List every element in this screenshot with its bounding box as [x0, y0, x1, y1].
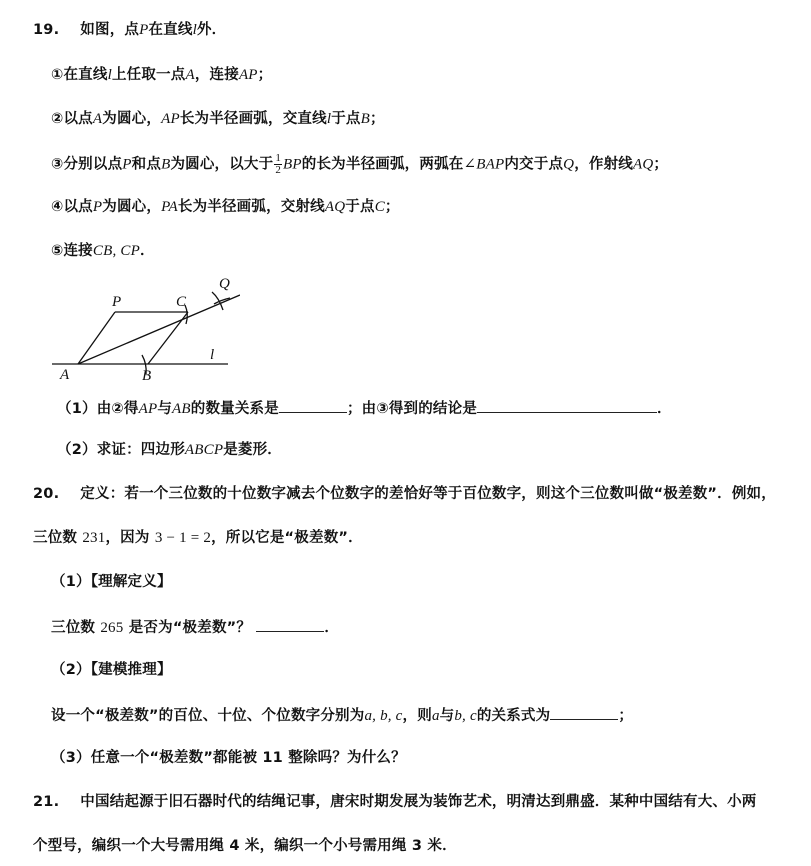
answer-blank-4[interactable]: [550, 704, 618, 720]
q21-number: 21.: [33, 794, 60, 810]
q20-line-1: 20. 定义：若一个三位数的十位数字减去个位数字的差恰好等于百位数字，则这个三位数叫做“极差数”．例如，: [33, 486, 776, 502]
label-A: A: [60, 367, 70, 383]
q21-line-2: 个型号，编织一个大号需用绳 4 米，编织一个小号需用绳 3 米．: [33, 838, 457, 854]
q19-sub-1: （1）由②得AP与AB的数量关系是 ；由③得到的结论是 ．: [57, 397, 672, 419]
q20-line-2: 三位数 231，因为 3 − 1 = 2，所以它是“极差数”．: [33, 530, 363, 546]
q20-part-1-title: （1）【理解定义】: [51, 574, 172, 590]
segment-BC: [148, 312, 188, 364]
q20-part-1-question: 三位数 265 是否为“极差数”？ ．: [51, 616, 339, 638]
label-Q: Q: [219, 276, 230, 292]
answer-blank-2[interactable]: [477, 397, 657, 413]
q19-step-4: ④以点P为圆心，PA长为半径画弧，交射线AQ于点C；: [51, 199, 400, 215]
fraction-one-half: $\frac{1}{2}$: [275, 152, 282, 176]
q19-sub-2: （2）求证：四边形ABCP是菱形．: [57, 442, 282, 458]
q20-number: 20.: [33, 486, 60, 502]
q19-step-5: ⑤连接CB, CP．: [51, 243, 155, 259]
q20-part-2-question: 设一个“极差数”的百位、十位、个位数字分别为a, b, c，则a与b, c的关系式为 ；: [51, 704, 633, 726]
q19-step-2: ②以点A为圆心，AP长为半径画弧，交直线l于点B；: [51, 111, 385, 127]
label-B: B: [142, 368, 152, 384]
label-P: P: [112, 294, 122, 310]
q20-part-3: （3）任意一个“极差数”都能被 11 整除吗？为什么？: [51, 750, 406, 766]
answer-blank-3[interactable]: [256, 616, 324, 632]
q21-line-1: 21. 中国结起源于旧石器时代的结绳记事，唐宋时期发展为装饰艺术，明清达到鼎盛．某种中国结有大、小两: [33, 794, 757, 810]
q20-part-2-title: （2）【建模推理】: [51, 662, 172, 678]
q19-number: 19.: [33, 22, 60, 38]
answer-blank-1[interactable]: [279, 397, 347, 413]
q19-step-3: ③分别以点P和点B为圆心，以大于 $\frac{1}{2}$ BP的长为半径画弧，两弧在∠BAP内交于点Q，作射线AQ；: [51, 152, 669, 176]
label-l: l: [210, 347, 215, 363]
label-C: C: [176, 294, 187, 310]
geometry-figure: [40, 272, 240, 384]
q19-intro: 19. 如图，点P在直线l外．: [33, 22, 227, 38]
q19-step-1: ①在直线l上任取一点A，连接AP；: [51, 67, 273, 83]
